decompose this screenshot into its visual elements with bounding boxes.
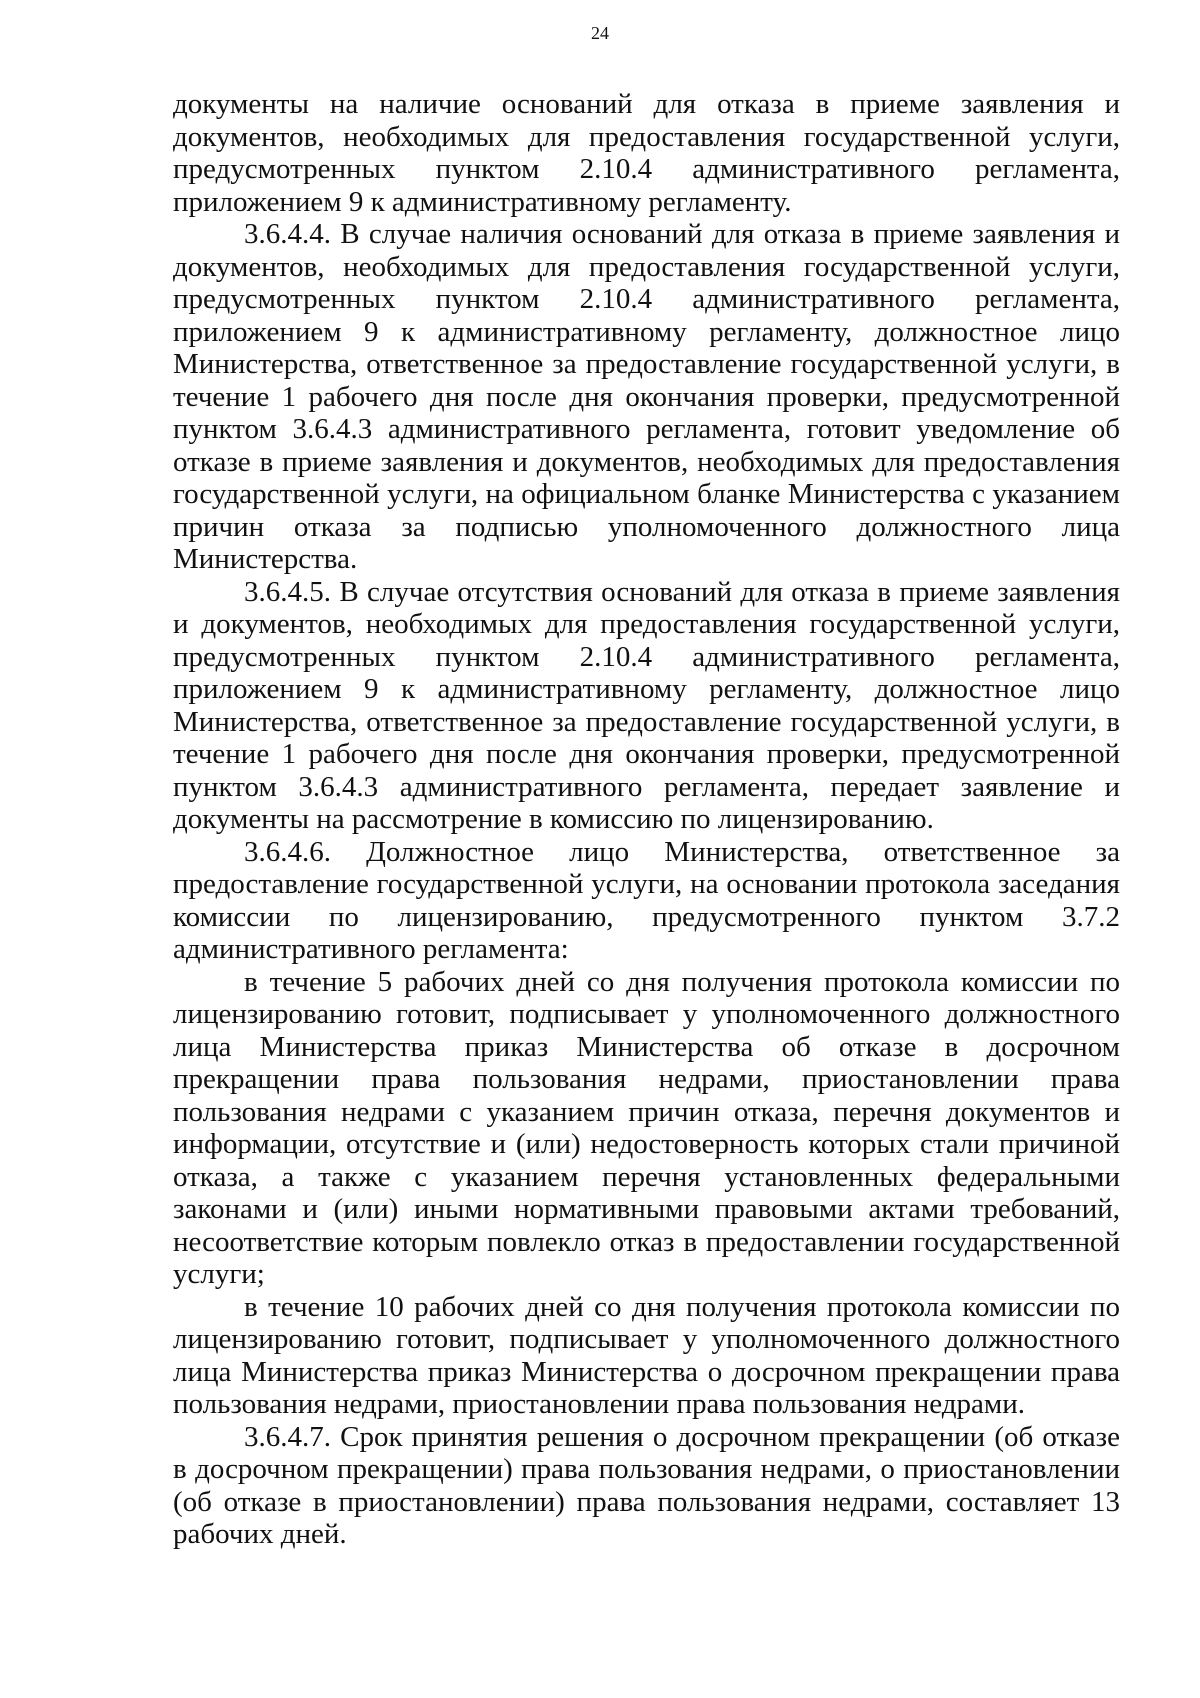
paragraph-3-6-4-4: 3.6.4.4. В случае наличия оснований для отказа в приеме заявления и документов, необходимых для предоставления государственной услуги, предусмотренных пунктом 2.10.4 административного регламента, приложением 9 к административному регламенту, должностное лицо Министерства, ответственное за предоставление государственной услуги, в течение 1 рабочего дня после дня окончания проверки, предусмотренной пунктом 3.6.4.3 административного регламента, готовит уведомление об отказе в приеме заявления и документов, необходимых для предоставления государственной услуги, на официальном бланке Министерства с указанием причин отказа за подписью уполномоченного должностного лица Министерства.: [173, 218, 1120, 575]
paragraph-10-working-days: в течение 10 рабочих дней со дня получения протокола комиссии по лицензированию готовит, подписывает у уполномоченного должностного лица Министерства приказ Министерства о досрочном прекращении права пользования недрами, приостановлении права пользования недрами.: [173, 1290, 1120, 1420]
page-number: 24: [591, 23, 609, 43]
paragraph-3-6-4-6: 3.6.4.6. Должностное лицо Министерства, ответственное за предоставление государственной услуги, на основании протокола заседания комиссии по лицензированию, предусмотренного пунктом 3.7.2 административного регламента:: [173, 835, 1120, 965]
paragraph-continuation: документы на наличие оснований для отказа в приеме заявления и документов, необходимых для предоставления государственной услуги, предусмотренных пунктом 2.10.4 административного регламента, приложением 9 к административному регламенту.: [173, 88, 1120, 218]
paragraph-3-6-4-7: 3.6.4.7. Срок принятия решения о досрочном прекращении (об отказе в досрочном прекращении) права пользования недрами, о приостановлении (об отказе в приостановлении) права пользования недрами, составляет 13 рабочих дней.: [173, 1420, 1120, 1550]
document-body: [173, 88, 1120, 1551]
paragraph-3-6-4-5: 3.6.4.5. В случае отсутствия оснований для отказа в приеме заявления и документов, необходимых для предоставления государственной услуги, предусмотренных пунктом 2.10.4 административного регламента, приложением 9 к административному регламенту, должностное лицо Министерства, ответственное за предоставление государственной услуги, в течение 1 рабочего дня после дня окончания проверки, предусмотренной пунктом 3.6.4.3 административного регламента, передает заявление и документы на рассмотрение в комиссию по лицензированию.: [173, 575, 1120, 835]
paragraph-5-working-days: в течение 5 рабочих дней со дня получения протокола комиссии по лицензированию готовит, подписывает у уполномоченного должностного лица Министерства приказ Министерства об отказе в досрочном прекращении права пользования недрами, приостановлении права пользования недрами с указанием причин отказа, перечня документов и информации, отсутствие и (или) недостоверность которых стали причиной отказа, а также с указанием перечня установленных федеральными законами и (или) иными нормативными правовыми актами требований, несоответствие которым повлекло отказ в предоставлении государственной услуги;: [173, 965, 1120, 1290]
